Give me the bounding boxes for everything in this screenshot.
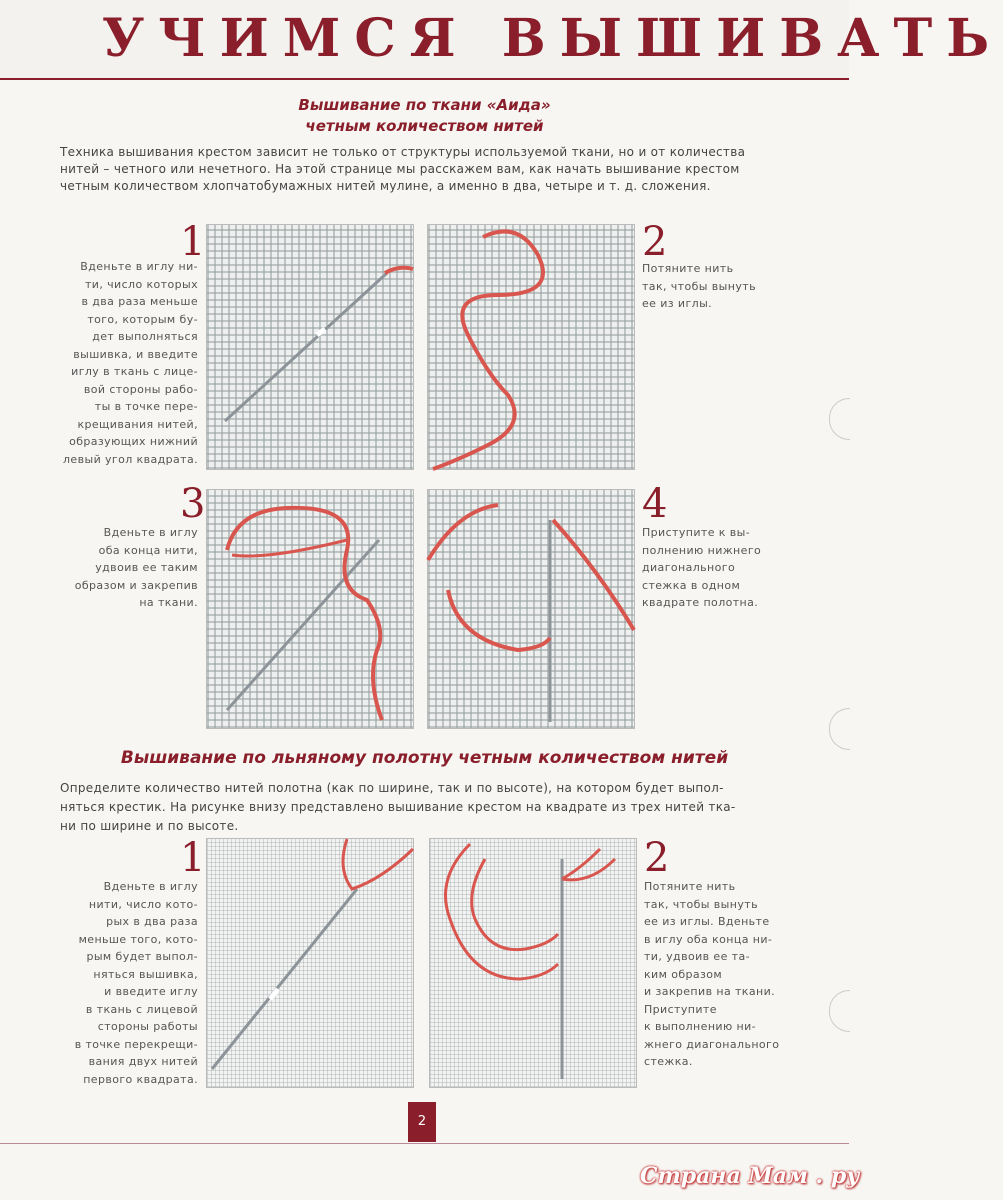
needle-thread-illustration	[207, 839, 413, 1087]
linen-step1-number: 1	[180, 835, 206, 881]
section1-intro-line3: четным количеством хлопчатобумажных нитей мулине, а именно в два, четыре и т. д. сложения.	[60, 179, 711, 193]
step3-photo	[206, 489, 414, 729]
section2-intro-line1: Определите количество нитей полотна (как по ширине, так и по высоте), на котором будет выпол-	[60, 781, 724, 795]
step1-photo	[206, 224, 414, 470]
step3-caption: Вденьте в иглу оба конца нити, удвоив ее таким образом и закрепив на ткани.	[74, 526, 198, 609]
section1-intro-line1: Техника вышивания крестом зависит не только от структуры используемой ткани, но и от количества	[60, 145, 746, 159]
linen-step1-caption: Вденьте в иглу нити, число кото- рых в два раза меньше того, кото- рым будет выпол- няться вышивка, и введите иглу в ткань с лицевой стороны работы в точке перекрещи- вания двух нитей первого квадрата.	[74, 880, 198, 1086]
footer-divider	[0, 1143, 849, 1144]
page-header	[0, 0, 1003, 80]
needle-thread-illustration	[207, 225, 413, 469]
section1-intro-line2: нитей – четного или нечетного. На этой странице мы расскажем вам, как начать вышивание крестом	[60, 162, 740, 176]
step1-number: 1	[180, 219, 206, 265]
step2-number: 2	[642, 219, 668, 265]
binder-hole	[829, 708, 850, 750]
step3-number: 3	[180, 481, 206, 527]
binder-hole	[829, 398, 850, 440]
page-number: 2	[408, 1102, 436, 1142]
section2-intro-line2: няться крестик. На рисунке внизу представлено вышивание крестом на квадрате из трех нитей тка-	[60, 800, 736, 814]
section1-title-line2: четным количеством нитей	[305, 117, 544, 135]
thread-illustration	[428, 225, 634, 469]
step2-photo	[427, 224, 635, 470]
linen-step2-caption: Потяните нить так, чтобы вынуть ее из иглы. Вденьте в иглу оба конца ни- ти, удвоив ее та- ким образом и закрепив на ткани. Приступите к выполнению ни- жнего диагонального стежка.	[644, 880, 780, 1068]
site-watermark: Страна Мам . ру	[640, 1163, 860, 1189]
step4-caption: Приступите к вы- полнению нижнего диагонального стежка в одном квадрате полотна.	[642, 526, 762, 609]
linen-step2-photo	[429, 838, 637, 1088]
needle-thread-illustration	[430, 839, 636, 1087]
step2-caption: Потяните нить так, чтобы вынуть ее из иглы.	[642, 262, 756, 310]
step4-photo	[427, 489, 635, 729]
needle-thread-illustration	[428, 490, 634, 728]
linen-step1-photo	[206, 838, 414, 1088]
needle-thread-illustration	[207, 490, 413, 728]
section2-title: Вышивание по льняному полотну четным количеством нитей	[120, 748, 729, 768]
step4-number: 4	[642, 481, 668, 527]
page-title: УЧИМСЯ ВЫШИВАТЬ	[102, 8, 1003, 69]
step1-caption: Вденьте в иглу ни- ти, число которых в два раза меньше того, которым бу- дет выполняться вышивка, и введите иглу в ткань с лице- вой стороны рабо- ты в точке пере- крещивания нитей, образующих нижний левый угол квадрата.	[63, 260, 198, 466]
binder-hole	[829, 990, 850, 1032]
section2-intro-line3: ни по ширине и по высоте.	[60, 819, 239, 833]
section1-title-line1: Вышивание по ткани «Аида»	[298, 96, 551, 114]
linen-step2-number: 2	[644, 835, 670, 881]
